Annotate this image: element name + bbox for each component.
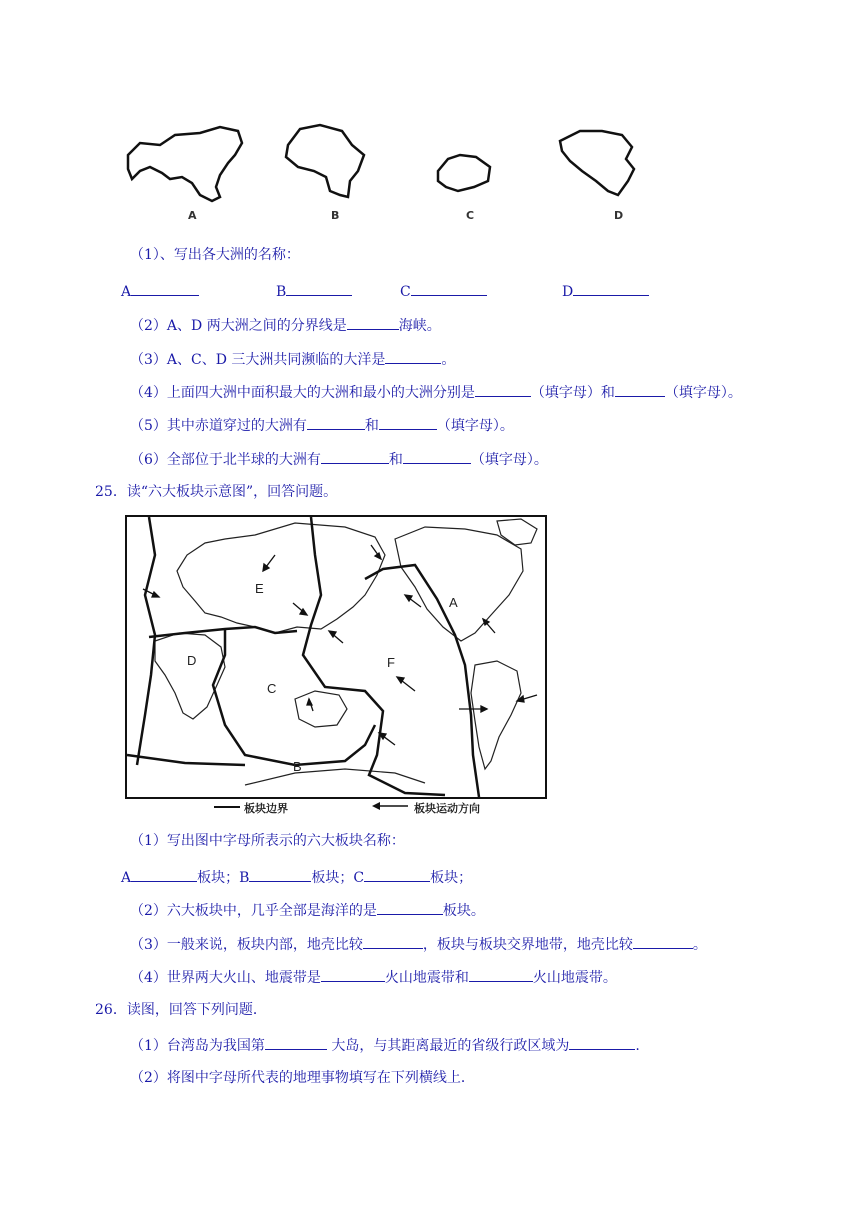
q25-p1-blank-a[interactable]	[131, 867, 197, 882]
continent-label-a: A	[188, 209, 197, 222]
q26-p2: （2）将图中字母所代表的地理事物填写在下列横线上．	[130, 1070, 475, 1086]
legend-boundary-label: 板块边界	[244, 802, 288, 815]
q25-p2-end: 板块。	[442, 903, 485, 919]
continent-label-c: C	[466, 209, 475, 222]
q24-p5-text: （5）其中赤道穿过的大洲有	[130, 418, 307, 434]
q25-p2-text: （2）六大板块中，几乎全部是海洋的是	[130, 903, 377, 919]
q25-p1-blank-b[interactable]	[249, 867, 311, 882]
continent-label-b: B	[331, 209, 340, 222]
fill-label-c: C	[400, 284, 411, 300]
q25-p1-fill	[121, 867, 472, 887]
fill-label-d: D	[562, 284, 574, 300]
q25-p1-a: A	[121, 870, 132, 886]
q24-fill-b	[276, 281, 352, 301]
q24-p6-end: （填字母）。	[470, 452, 548, 468]
africa-outline	[286, 125, 364, 197]
q24-p5-end: （填字母）。	[436, 418, 514, 434]
q24-p1: （1）、写出各大洲的名称：	[130, 247, 300, 263]
q25-p4-blank-2[interactable]	[469, 967, 533, 982]
q26-p1	[130, 1035, 640, 1055]
q25-p1-c: 板块；C	[311, 870, 365, 886]
q25-p3-text: （3）一般来说，板块内部，地壳比较	[130, 937, 363, 953]
q24-p5-blank-2[interactable]	[379, 415, 437, 430]
fill-label-a: A	[121, 284, 132, 300]
q24-p5-mid: 和	[364, 418, 379, 434]
q26-p1-mid: 大岛，与其距离最近的省级行政区域为	[326, 1038, 570, 1054]
q24-p4-mid: （填字母）和	[530, 385, 615, 401]
q24-p2-blank[interactable]	[347, 315, 399, 330]
europe-outline	[438, 155, 490, 191]
q24-fill-a	[121, 281, 199, 301]
q25-p4-end: 火山地震带。	[532, 970, 617, 986]
q24-p3-text: （3）A、C、D 三大洲共同濒临的大洋是	[130, 352, 386, 368]
plate-map	[125, 515, 547, 799]
q24-p6-blank-2[interactable]	[403, 449, 471, 464]
q24-p3-end: 。	[441, 352, 456, 368]
fill-label-b: B	[276, 284, 287, 300]
plate-label-c: C	[267, 681, 277, 696]
q25-p1-end: 板块；	[430, 870, 473, 886]
q25-p3-blank-1[interactable]	[363, 934, 423, 949]
q26-p1-end: .	[635, 1038, 640, 1054]
q24-p5-blank-1[interactable]	[307, 415, 365, 430]
plate-label-d: D	[187, 653, 197, 668]
plate-label-f: F	[387, 655, 395, 670]
q24-p3-blank[interactable]	[385, 349, 441, 364]
legend-boundary-line	[214, 806, 240, 808]
q25-p2	[130, 900, 485, 920]
q25-p4-mid: 火山地震带和	[384, 970, 469, 986]
q24-fill-c	[400, 281, 487, 301]
north-america-outline	[560, 131, 634, 195]
fill-blank-a[interactable]	[131, 281, 199, 296]
q26-p1-blank-2[interactable]	[569, 1035, 635, 1050]
q25-p3	[130, 934, 707, 954]
q25-p4-text: （4）世界两大火山、地震带是	[130, 970, 321, 986]
fill-blank-d[interactable]	[573, 281, 649, 296]
q25-p1-blank-c[interactable]	[364, 867, 430, 882]
plate-label-b: B	[293, 759, 302, 774]
legend-arrow-icon	[370, 800, 410, 812]
q25-p4	[130, 967, 617, 987]
q24-p4	[130, 382, 742, 402]
q24-p4-blank-1[interactable]	[475, 382, 531, 397]
q25-p3-mid: ，板块与板块交界地带，地壳比较	[422, 937, 633, 953]
continents-figure	[120, 115, 680, 235]
q24-p4-end: （填字母）。	[664, 385, 742, 401]
continent-label-d: D	[614, 209, 624, 222]
fill-blank-b[interactable]	[286, 281, 352, 296]
q24-p2-end: 海峡。	[398, 318, 441, 334]
q26-p1-text: （1）台湾岛为我国第	[130, 1038, 265, 1054]
plate-label-a: A	[449, 595, 458, 610]
q26-title: 26．读图，回答下列问题．	[95, 1002, 267, 1018]
q24-p6-text: （6）全部位于北半球的大洲有	[130, 452, 321, 468]
q25-p4-blank-1[interactable]	[321, 967, 385, 982]
q24-p6-mid: 和	[388, 452, 403, 468]
q25-p3-blank-2[interactable]	[633, 934, 693, 949]
q25-title: 25．读“六大板块示意图”，回答问题。	[95, 484, 338, 500]
q25-p3-end: 。	[692, 937, 707, 953]
eurasia-outline	[128, 127, 242, 201]
plate-label-e: E	[255, 581, 264, 596]
q24-p2-text: （2）A、D 两大洲之间的分界线是	[130, 318, 347, 334]
legend-direction-label: 板块运动方向	[414, 802, 480, 815]
q24-p4-blank-2[interactable]	[615, 382, 665, 397]
q24-p2	[130, 315, 441, 335]
q24-p6-blank-1[interactable]	[321, 449, 389, 464]
q24-p3	[130, 349, 455, 369]
q25-p1: （1）写出图中字母所表示的六大板块名称：	[130, 833, 405, 849]
fill-blank-c[interactable]	[411, 281, 487, 296]
q24-p5	[130, 415, 514, 435]
q25-p1-b: 板块；B	[197, 870, 250, 886]
q24-p6	[130, 449, 548, 469]
q24-fill-d	[562, 281, 649, 301]
q25-p2-blank[interactable]	[377, 900, 443, 915]
q26-p1-blank-1[interactable]	[265, 1035, 327, 1050]
q24-p4-text: （4）上面四大洲中面积最大的大洲和最小的大洲分别是	[130, 385, 475, 401]
